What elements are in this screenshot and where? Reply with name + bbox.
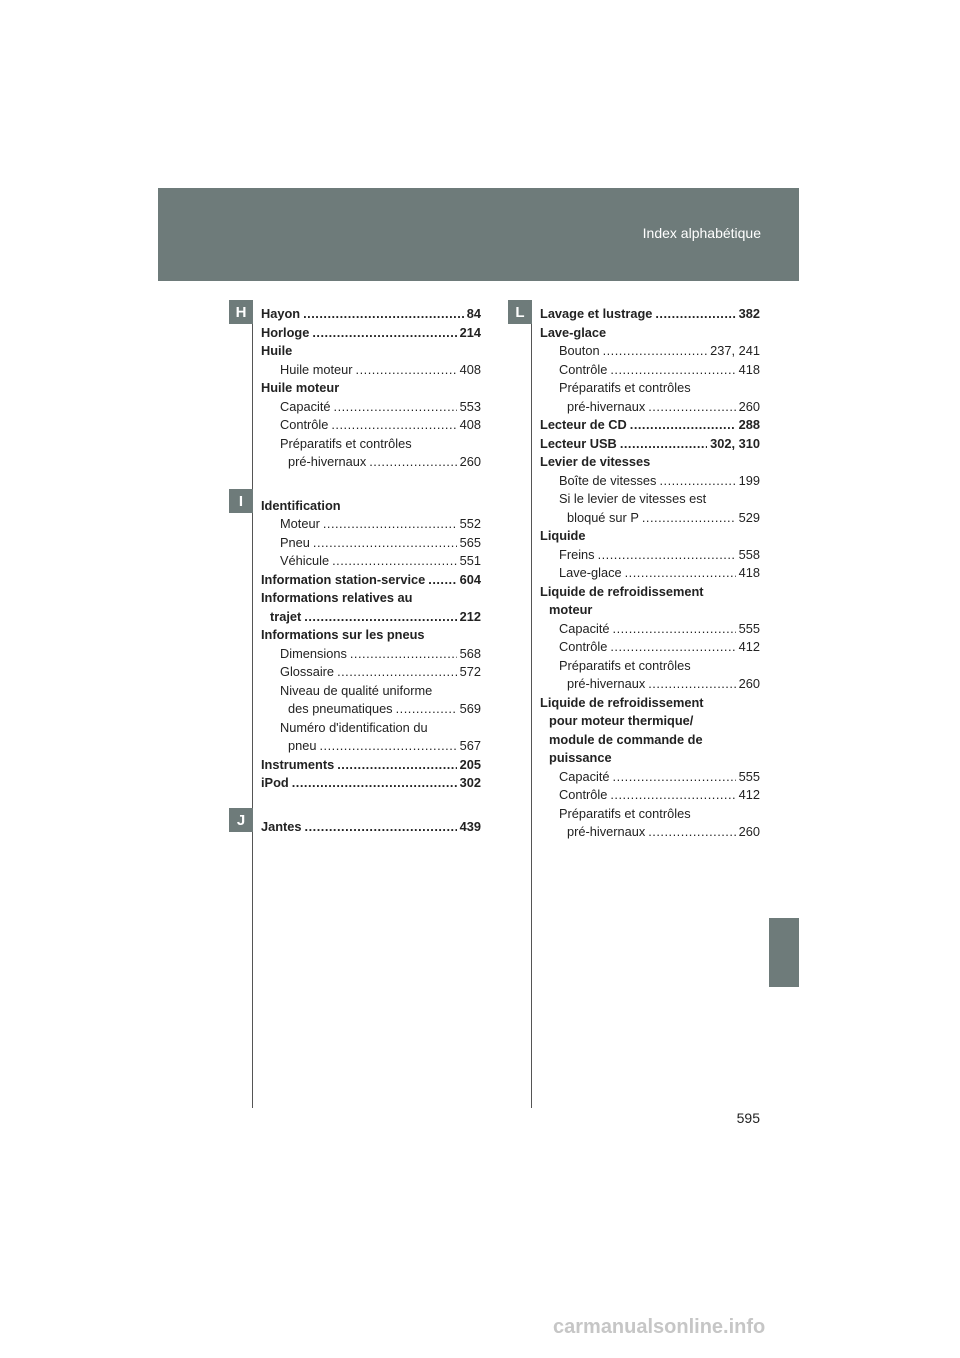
index-entry[interactable]: pré-hivernaux ..... 260 bbox=[540, 823, 760, 842]
index-entry[interactable]: Moteur ..... 552 bbox=[261, 515, 481, 534]
index-entry[interactable]: pré-hivernaux ..... 260 bbox=[540, 398, 760, 417]
letter-badge-j: J bbox=[229, 808, 253, 832]
index-heading: Liquide de refroidissement bbox=[540, 694, 704, 710]
index-heading: Identification bbox=[261, 497, 341, 513]
index-heading: Lave-glace bbox=[540, 324, 607, 340]
index-entry[interactable]: Contrôle ..... 418 bbox=[540, 361, 760, 380]
index-entry[interactable]: Boîte de vitesses ..... 199 bbox=[540, 472, 760, 491]
column-divider-right bbox=[531, 300, 532, 1108]
index-entry[interactable]: Dimensions ..... 568 bbox=[261, 645, 481, 664]
index-subheading: Préparatifs et contrôles bbox=[559, 805, 691, 821]
index-subheading: Niveau de qualité uniforme bbox=[280, 682, 433, 698]
index-entry[interactable]: Capacité ..... 555 bbox=[540, 620, 760, 639]
index-heading: Liquide de refroidissement bbox=[540, 583, 704, 599]
index-entry[interactable]: Capacité ..... 553 bbox=[261, 398, 481, 417]
index-entry[interactable]: Contrôle ..... 412 bbox=[540, 638, 760, 657]
index-heading: Liquide bbox=[540, 528, 586, 543]
column-divider-left bbox=[252, 300, 253, 1108]
index-entry[interactable]: Freins ..... 558 bbox=[540, 546, 760, 565]
index-entry[interactable]: Glossaire ..... 572 bbox=[261, 663, 481, 682]
index-heading-cont: moteur bbox=[549, 602, 593, 617]
index-heading-cont: pour moteur thermique/ bbox=[549, 713, 694, 728]
watermark: carmanualsonline.info bbox=[553, 1316, 766, 1338]
index-entry[interactable]: Contrôle ..... 408 bbox=[261, 416, 481, 435]
index-heading: Informations relatives au bbox=[261, 590, 413, 605]
page-number: 595 bbox=[736, 1110, 760, 1126]
index-entry[interactable]: Bouton ..... 237, 241 bbox=[540, 342, 760, 361]
index-entry[interactable]: Pneu ..... 565 bbox=[261, 534, 481, 553]
index-entry[interactable]: des pneumatiques ..... 569 bbox=[261, 700, 481, 719]
index-entry[interactable]: Lave-glace ..... 418 bbox=[540, 564, 760, 583]
index-entry[interactable]: Lecteur de CD ..... 288 bbox=[540, 416, 760, 435]
index-entry[interactable]: Horloge ..... 214 bbox=[261, 324, 481, 343]
index-entry[interactable]: pré-hivernaux ..... 260 bbox=[540, 675, 760, 694]
index-entry[interactable]: bloqué sur P ..... 529 bbox=[540, 509, 760, 528]
index-entry[interactable]: pneu ..... 567 bbox=[261, 737, 481, 756]
letter-badge-i: I bbox=[229, 489, 253, 513]
index-subheading: Préparatifs et contrôles bbox=[559, 380, 691, 395]
index-heading-cont: module de commande de bbox=[549, 731, 703, 747]
index-entry[interactable]: Véhicule ..... 551 bbox=[261, 552, 481, 571]
index-entry[interactable]: Jantes ..... 439 bbox=[261, 818, 481, 837]
section-gap bbox=[261, 472, 481, 497]
index-entry[interactable]: trajet ..... 212 bbox=[261, 608, 481, 627]
index-heading: Huile moteur bbox=[261, 380, 340, 395]
section-gap bbox=[261, 793, 481, 818]
index-entry[interactable]: Hayon ..... 84 bbox=[261, 305, 481, 324]
index-entry[interactable]: Contrôle ..... 412 bbox=[540, 786, 760, 805]
letter-badge-l: L bbox=[508, 300, 532, 324]
index-heading: Levier de vitesses bbox=[540, 454, 651, 469]
letter-badge-h: H bbox=[229, 300, 253, 324]
index-heading-cont: puissance bbox=[549, 750, 612, 765]
index-heading: Huile bbox=[261, 343, 293, 358]
index-column-right bbox=[540, 305, 760, 842]
header-band bbox=[158, 188, 799, 281]
index-entry[interactable]: Lecteur USB ..... 302, 310 bbox=[540, 435, 760, 454]
index-heading: Informations sur les pneus bbox=[261, 627, 425, 642]
index-subheading: Préparatifs et contrôles bbox=[280, 435, 412, 451]
index-entry[interactable]: Capacité ..... 555 bbox=[540, 768, 760, 787]
index-entry[interactable]: Instruments ..... 205 bbox=[261, 756, 481, 775]
page-title: Index alphabétique bbox=[642, 225, 761, 241]
section-tab bbox=[769, 918, 799, 987]
index-entry[interactable]: Huile moteur ..... 408 bbox=[261, 361, 481, 380]
index-entry[interactable]: Lavage et lustrage ..... 382 bbox=[540, 305, 760, 324]
index-subheading: Si le levier de vitesses est bbox=[559, 491, 707, 506]
index-entry[interactable]: pré-hivernaux ..... 260 bbox=[261, 453, 481, 472]
index-entry[interactable]: Information station-service ..... 604 bbox=[261, 571, 481, 590]
index-subheading: Numéro d'identification du bbox=[280, 719, 428, 735]
index-column-left bbox=[261, 305, 481, 836]
index-subheading: Préparatifs et contrôles bbox=[559, 657, 691, 673]
index-entry[interactable]: iPod ..... 302 bbox=[261, 774, 481, 793]
